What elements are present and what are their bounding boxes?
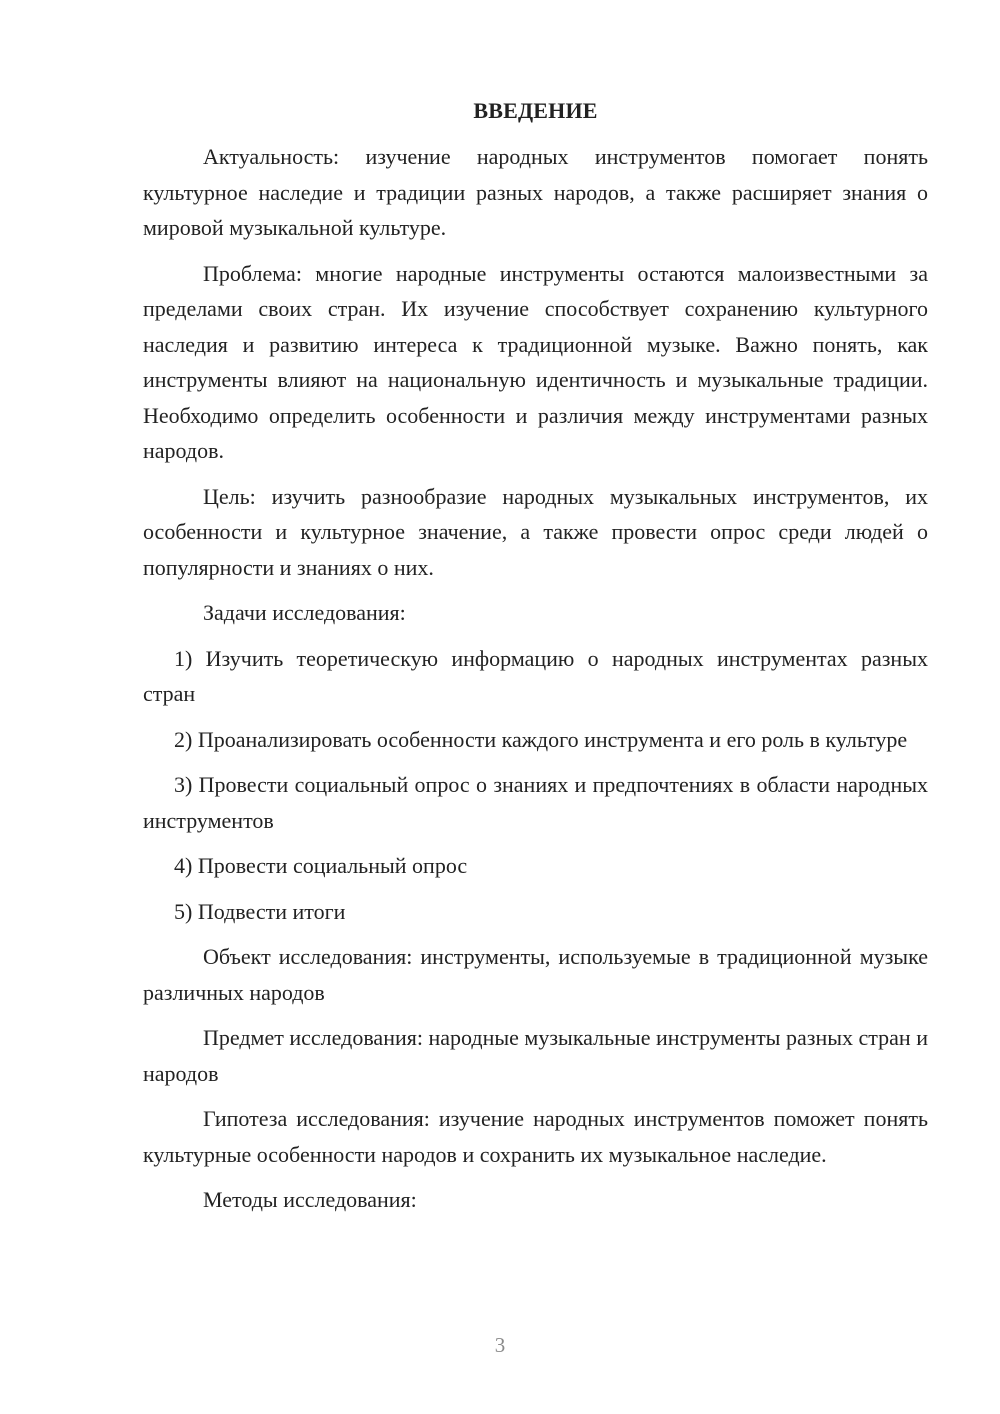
- page-heading: ВВЕДЕНИЕ: [473, 98, 598, 123]
- document-page: [143, 96, 928, 1228]
- hypothesis-paragraph: Гипотеза исследования: изучение народных инструментов поможет понять культурные особенности народов и сохранить их музыкальное наследие.: [143, 1106, 928, 1167]
- task-item-5: 5) Подвести итоги: [174, 898, 346, 924]
- object-paragraph: Объект исследования: инструменты, используемые в традиционной музыке различных народов: [143, 944, 928, 1005]
- task-item-3: 3) Провести социальный опрос о знаниях и предпочтениях в области народных инструментов: [143, 772, 928, 833]
- page-number: 3: [494, 1333, 506, 1357]
- task-item-1: 1) Изучить теоретическую информацию о народных инструментах разных стран: [143, 645, 928, 706]
- methods-paragraph: Методы исследования:: [203, 1187, 417, 1212]
- tasks-title: Задачи исследования:: [203, 600, 406, 625]
- relevance-paragraph: Актуальность: изучение народных инструментов помогает понять культурное наследие и традиции разных народов, а также расширяет знания о мировой музыкальной культуре.: [143, 144, 928, 240]
- task-item-4: 4) Провести социальный опрос: [174, 853, 468, 878]
- subject-paragraph: Предмет исследования: народные музыкальные инструменты разных стран и народов: [143, 1025, 928, 1086]
- problem-paragraph: Проблема: многие народные инструменты остаются малоизвестными за пределами своих стран. Их изучение способствует сохранению культурного наследия и развитию интереса к традиционной музыке. Важно понять, как инструменты влияют на национальную идентичность и музыкальные традиции. Необходимо определить особенности и различия между инструментами разных народов.: [143, 260, 928, 463]
- task-item-2: 2) Проанализировать особенности каждого инструмента и его роль в культуре: [174, 726, 908, 752]
- goal-paragraph: Цель: изучить разнообразие народных музыкальных инструментов, их особенности и культурное значение, а также провести опрос среди людей о популярности и знаниях о них.: [143, 483, 928, 580]
